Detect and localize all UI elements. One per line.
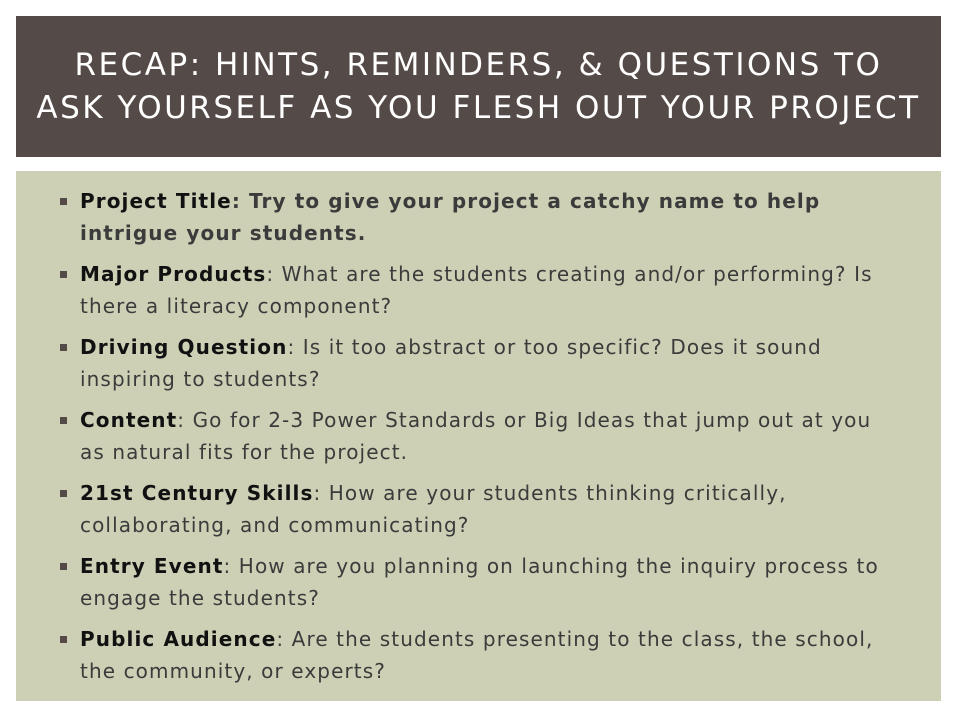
bullet-term: 21st Century Skills [80, 481, 314, 505]
bullet-text: How are your students thinking critically, collaborating, and communicating? [80, 481, 787, 537]
bullet-text: Go for 2-3 Power Standards or Big Ideas that jump out at you as natural fits for the project. [80, 408, 872, 464]
bullet-term: Driving Question [80, 335, 288, 359]
bullet-term: Entry Event [80, 554, 224, 578]
bullet-separator: : [223, 554, 232, 578]
bullet-term: Public Audience [80, 627, 277, 651]
bullet-text: How are you planning on launching the inquiry process to engage the students? [80, 554, 879, 610]
list-item [60, 404, 901, 468]
bullet-separator: : [266, 262, 275, 286]
list-item [60, 623, 901, 687]
bullet-separator: : [231, 189, 241, 213]
bullet-text: Are the students presenting to the class, the school, the community, or experts? [80, 627, 874, 683]
square-bullet-icon [60, 563, 67, 570]
square-bullet-icon [60, 271, 67, 278]
square-bullet-icon [60, 344, 67, 351]
bullet-term: Major Products [80, 262, 267, 286]
list-item [60, 331, 901, 395]
square-bullet-icon [60, 490, 67, 497]
list-item [60, 185, 901, 249]
list-item [60, 477, 901, 541]
bullet-text: Is it too abstract or too specific? Does it sound inspiring to students? [80, 335, 822, 391]
bullet-separator: : [177, 408, 186, 432]
bullet-term: Content [80, 408, 178, 432]
bullet-list [60, 185, 901, 687]
list-item [60, 550, 901, 614]
square-bullet-icon [60, 417, 67, 424]
bullet-text: Try to give your project a catchy name to help intrigue your students. [80, 189, 821, 245]
bullet-term: Project Title [80, 189, 232, 213]
slide-title: RECAP: HINTS, REMINDERS, & QUESTIONS TO ASK YOURSELF AS YOU FLESH OUT YOUR PROJECT [36, 46, 921, 126]
square-bullet-icon [60, 198, 67, 205]
list-item [60, 258, 901, 322]
slide-content [16, 171, 941, 701]
bullet-separator: : [313, 481, 322, 505]
slide-title-bar [16, 16, 941, 157]
bullet-separator: : [276, 627, 285, 651]
bullet-separator: : [287, 335, 296, 359]
square-bullet-icon [60, 636, 67, 643]
bullet-text: What are the students creating and/or performing? Is there a literacy component? [80, 262, 873, 318]
